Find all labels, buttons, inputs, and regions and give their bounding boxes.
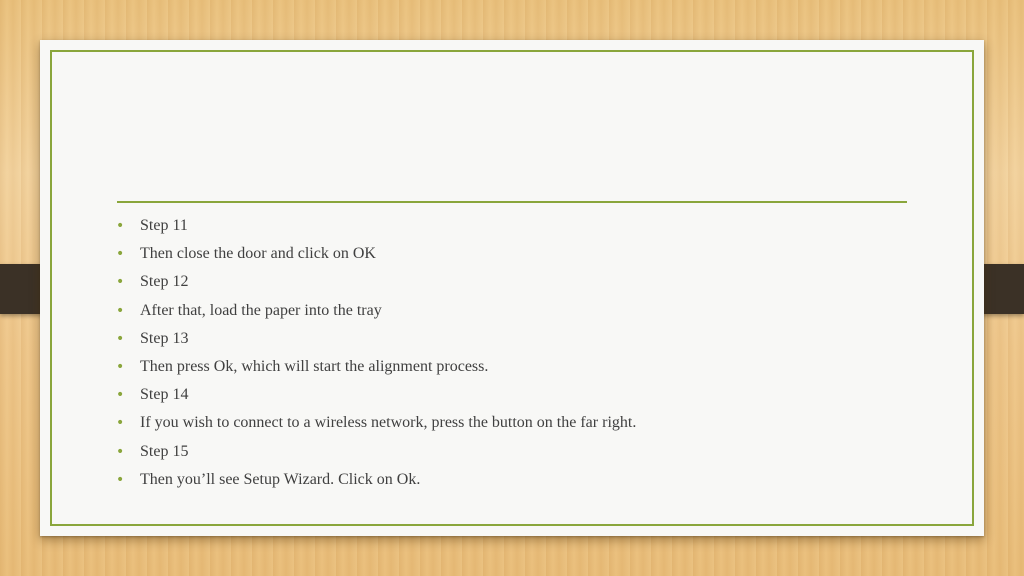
bullet-text: Then press Ok, which will start the alignment process. — [140, 357, 489, 375]
bullet-icon: • — [116, 330, 125, 347]
bullet-text: After that, load the paper into the tray — [140, 301, 382, 319]
bullet-item — [114, 409, 636, 437]
bullet-text: Step 15 — [140, 442, 189, 460]
bullet-icon: • — [116, 274, 125, 291]
bullet-icon: • — [116, 246, 125, 263]
slide-card — [40, 40, 984, 536]
bullet-icon: • — [116, 218, 125, 234]
bullet-item — [114, 438, 636, 466]
bullet-text: Then close the door and click on OK — [140, 245, 376, 263]
bullet-icon: • — [116, 358, 125, 375]
bullet-icon: • — [116, 415, 125, 432]
bullet-text: Then you’ll see Setup Wizard. Click on Ok. — [140, 470, 421, 488]
bullet-icon: • — [116, 302, 125, 319]
bullet-item — [114, 466, 636, 494]
bullet-list — [114, 212, 636, 494]
bullet-item — [114, 381, 636, 409]
title-divider — [117, 201, 907, 203]
bullet-icon: • — [116, 387, 125, 404]
bullet-text: Step 13 — [140, 329, 189, 347]
bullet-item — [114, 212, 636, 240]
bullet-text: Step 14 — [140, 386, 189, 404]
bullet-icon: • — [116, 443, 125, 460]
bullet-text: If you wish to connect to a wireless network, press the button on the far right. — [140, 414, 637, 432]
bullet-item — [114, 268, 636, 296]
bullet-item — [114, 297, 636, 325]
bullet-icon: • — [116, 471, 125, 488]
bullet-item — [114, 325, 636, 353]
bullet-item — [114, 353, 636, 381]
bullet-text: Step 11 — [140, 217, 188, 234]
bullet-text: Step 12 — [140, 273, 189, 291]
bullet-item — [114, 240, 636, 268]
